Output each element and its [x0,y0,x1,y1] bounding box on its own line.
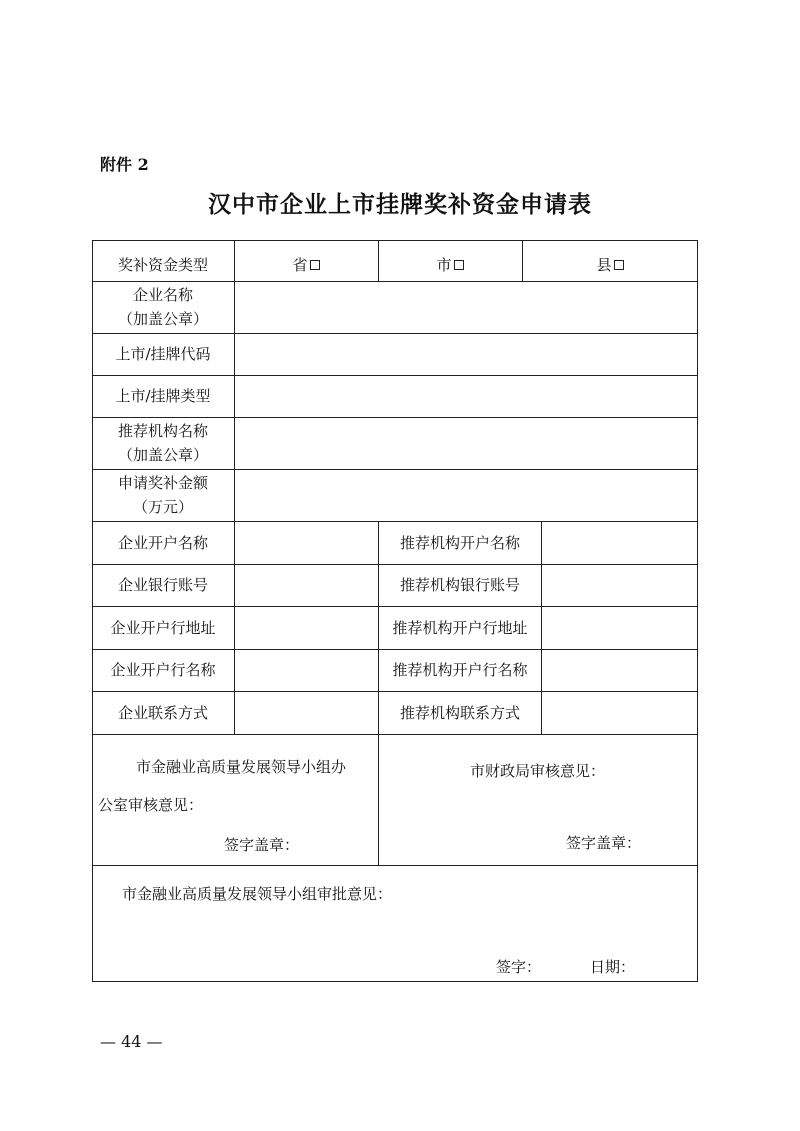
application-form-table [92,240,698,982]
label-line: 推荐机构名称 [117,422,208,440]
checkbox-icon[interactable] [454,260,464,270]
company-bank-address-field[interactable] [235,606,378,649]
sponsor-bank-address-label: 推荐机构开户行地址 [392,618,528,637]
fund-type-option-province[interactable] [234,240,378,281]
sponsor-bank-name-label: 推荐机构开户行名称 [392,661,528,679]
company-bank-address-label: 企业开户行地址 [110,618,216,637]
checkbox-icon[interactable] [310,260,320,270]
option-province-label: 省 [292,255,308,274]
label-line: 上市/挂牌类型 [115,387,211,405]
fund-type-option-city[interactable] [378,240,522,281]
form-title: 汉中市企业上市挂牌奖补资金申请表 [208,191,592,218]
option-city-label: 市 [436,255,452,274]
company-bank-name-field[interactable] [235,649,378,691]
group-approval-label: 市金融业高质量发展领导小组审批意见： [122,885,393,903]
label-line: 企业名称 [132,286,193,304]
sponsor-bank-account-label: 推荐机构银行账号 [399,576,520,594]
option-county-label: 县 [596,255,612,274]
sponsor-contact-field[interactable] [542,691,697,734]
finance-opinion-label: 市财政局审核意见： [470,762,606,780]
fund-type-label: 奖补资金类型 [117,255,208,274]
office-opinion-line1: 市金融业高质量发展领导小组办 [136,758,347,776]
office-signature-label: 签字盖章： [224,836,300,854]
company-name-label [92,281,234,333]
row-divider [92,734,698,735]
table-border-bottom [92,981,698,982]
company-name-field[interactable] [235,281,697,333]
page-number: — 44 — [100,1032,163,1051]
attachment-label: 附件 2 [100,155,149,174]
listing-code-label [92,333,234,375]
sponsor-name-field[interactable] [235,417,697,469]
sponsor-account-name-field[interactable] [542,521,697,564]
sponsor-bank-account-field[interactable] [542,564,697,606]
sponsor-bank-name-field[interactable] [542,649,697,691]
company-account-name-label: 企业开户名称 [117,533,208,552]
label-line: （加盖公章） [117,310,208,328]
label-line: （万元） [132,498,193,516]
label-line: 申请奖补金额 [117,474,208,492]
listing-code-field[interactable] [235,333,697,375]
sponsor-name-label [92,417,234,469]
sponsor-contact-label: 推荐机构联系方式 [399,703,520,722]
label-line: 上市/挂牌代码 [115,345,211,363]
company-contact-field[interactable] [235,691,378,734]
group-date-label: 日期： [590,958,636,976]
office-opinion-line2: 公室审核意见： [98,796,204,814]
group-signature-label: 签字： [496,958,542,976]
table-border-right [697,240,698,982]
subsidy-amount-label [92,469,234,521]
listing-type-label [92,375,234,417]
checkbox-icon[interactable] [614,260,624,270]
fund-type-option-county[interactable] [522,240,698,281]
listing-type-field[interactable] [235,375,697,417]
subsidy-amount-field[interactable] [235,469,697,521]
sponsor-bank-address-field[interactable] [542,606,697,649]
finance-signature-label: 签字盖章： [566,834,642,852]
row-divider [92,865,698,866]
company-bank-account-field[interactable] [235,564,378,606]
company-contact-label: 企业联系方式 [117,703,208,722]
company-account-name-field[interactable] [235,521,378,564]
sponsor-account-name-label: 推荐机构开户名称 [399,533,520,552]
company-bank-name-label: 企业开户行名称 [110,661,216,679]
label-line: （加盖公章） [117,446,208,464]
company-bank-account-label: 企业银行账号 [117,576,208,594]
